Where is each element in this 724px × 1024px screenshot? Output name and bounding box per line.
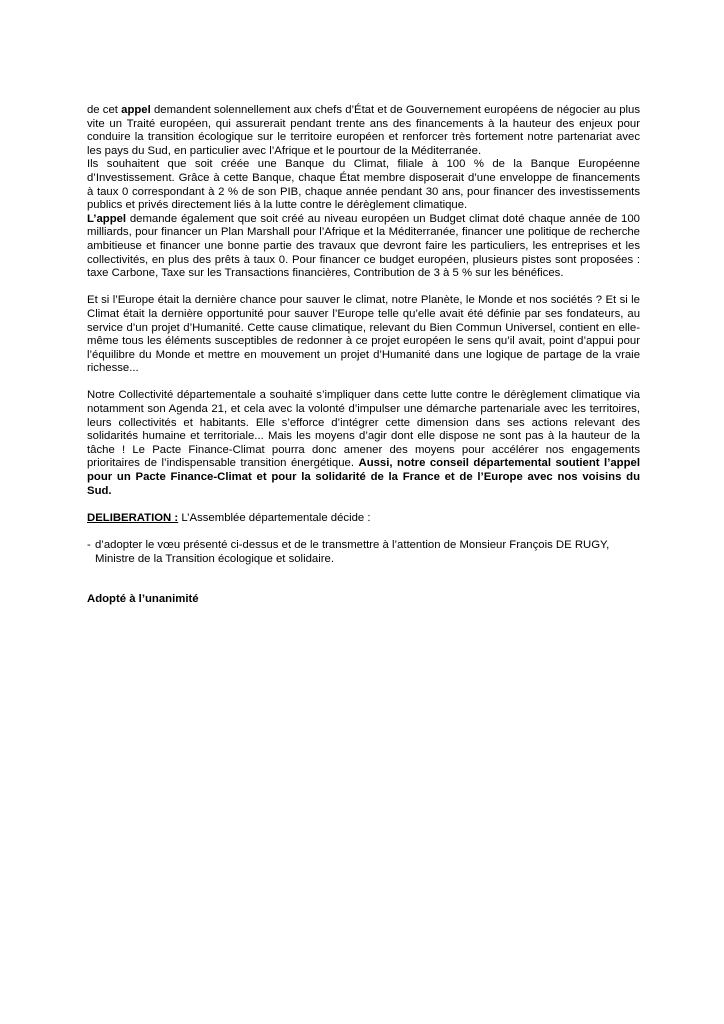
text-segment: de cet	[87, 104, 122, 116]
paragraph-spacer	[87, 281, 640, 295]
list-bullet: -	[87, 539, 91, 551]
bold-term-appel: appel	[121, 104, 151, 116]
deliberation-text: L’Assemblée départementale décide :	[178, 511, 371, 524]
deliberation-heading: DELIBERATION :	[87, 511, 179, 524]
text-segment: demandent solennellement aux chefs d’État et de Gouvernement européens de négocier au plus vite un Traité européen, qui assurerait pendant trente ans des financements à la hauteur des enjeux pour conduire la transition écologique sur le territoire européen et renforcer très fortement notre partenariat avec les pays du Sud, en particulier avec l’Afrique et le pourtour de la Méditerranée.	[87, 104, 641, 157]
bold-support-statement: Aussi, notre conseil départemental soutient l’appel pour un Pacte Finance-Climat et pour la solidarité de la France et de l’Europe avec nos voisins du Sud.	[87, 457, 640, 497]
paragraph-spacer	[87, 525, 640, 539]
text-segment: demande également que soit créé au niveau européen un Budget climat doté chaque année de 100 milliards, pour financer un Plan Marshall pour l’Afrique et la Méditerranée, financer une politique de recherche ambitieuse et financer une bonne partie des travaux que devront faire les particuliers, les entreprises et les collectivités, en plus des prêts à taux 0. Pour financer ce budget européen, plusieurs pistes sont proposées : taxe Carbone, Taxe sur les Transactions financières, Contribution de 3 à 5 % sur les bénéfices.	[87, 212, 640, 280]
adoption-statement: Adopté à l’unanimité	[87, 593, 199, 606]
bold-term-lappel: L’appel	[87, 212, 127, 225]
paragraph-spacer	[87, 498, 640, 512]
document-page	[87, 104, 640, 607]
paragraph-departmental-commitment	[87, 389, 640, 498]
deliberation-line	[87, 512, 640, 526]
paragraph-climate-bank: Ils souhaitent que soit créée une Banque du Climat, filiale à 100 % de la Banque Européenne d’Investissement. Grâce à cette Banque, chaque État membre disposerait d’une enveloppe de financements à taux 0 correspondant à 2 % de son PIB, chaque année pendant 30 ans, pour financer des investissements publics et privés directement liés à la lutte contre le dérèglement climatique.	[87, 158, 640, 212]
decision-text: d’adopter le vœu présenté ci-dessus et de le transmettre à l’attention de Monsieur François DE RUGY, Ministre de la Transition écologique et solidaire.	[95, 539, 610, 565]
text-segment: Notre Collectivité départementale a souhaité s’impliquer dans cette lutte contre le dérèglement climatique via notamment son Agenda 21, et cela avec la volonté d’impulser une démarche partenariale avec les territoires, leurs collectivités et habitants. Elle s’efforce d’intégrer cette dimension dans ses actions relevant des solidarités humaine et territoriale... Mais les moyens d’agir dont elle dispose ne sont pas à la hauteur de la tâche ! Le Pacte Finance-Climat pourra donc amener des moyens pour accélérer nos engagements prioritaires de l’indispensable transition énergétique.	[87, 389, 640, 470]
paragraph-spacer	[87, 376, 640, 390]
paragraph-europe-last-chance: Et si l’Europe était la dernière chance pour sauver le climat, notre Planète, le Monde et nos sociétés ? Et si le Climat était la dernière opportunité pour sauver l’Europe telle qu’elle avait été définie par ses fondateurs, au service d’un projet d’Humanité. Cette cause climatique, relevant du Bien Commun Universel, contient en elle-même tous les éléments susceptibles de redonner à ce projet européen le sens qu’il avait, point d’appui pour l’équilibre du Monde et mettre en mouvement un projet d’Humanité dans une logique de partage de la vraie richesse...	[87, 294, 640, 375]
paragraph-appeal-treaty	[87, 104, 640, 158]
paragraph-climate-budget	[87, 213, 640, 281]
decision-list-item	[87, 539, 640, 566]
